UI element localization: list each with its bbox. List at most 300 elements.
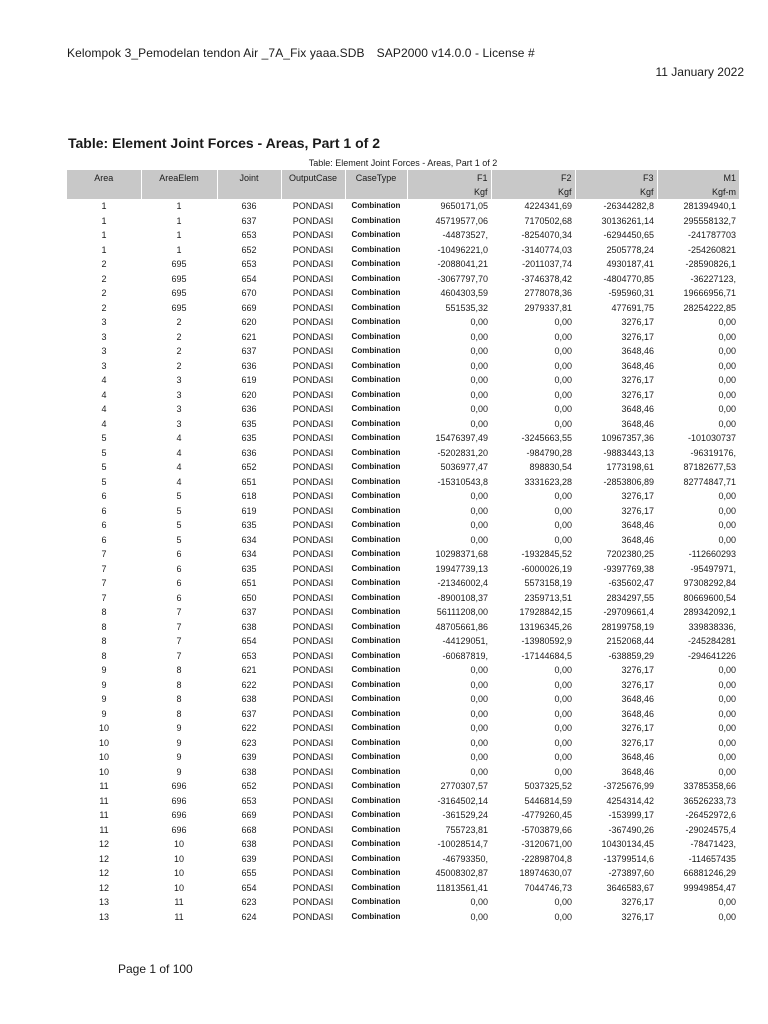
table-cell: 18974630,07 <box>519 868 572 878</box>
table-cell: 0,00 <box>554 418 572 429</box>
table-row <box>67 794 739 809</box>
table-row <box>67 243 739 258</box>
table-cell: 0,00 <box>470 665 488 675</box>
table-cell: -2011037,74 <box>522 259 572 269</box>
table-cell: -6000026,19 <box>521 563 572 574</box>
table-cell: -36227123, <box>690 273 736 284</box>
table-cell: PONDASI <box>292 636 334 646</box>
table-cell: 655 <box>241 868 257 878</box>
table-cell: 624 <box>241 911 257 922</box>
table-cell: 11813561,41 <box>436 882 488 893</box>
table-cell: 0,00 <box>718 723 736 733</box>
table-cell: 66881246,29 <box>683 868 736 878</box>
table-cell: 638 <box>241 766 257 777</box>
table-cell: 3276,17 <box>621 331 654 342</box>
table-cell: 3276,17 <box>621 911 654 922</box>
table-cell: 0,00 <box>554 723 572 733</box>
table-cell: 638 <box>241 621 257 632</box>
table-cell: 1 <box>101 201 107 211</box>
table-row <box>67 823 739 838</box>
table-cell: 9 <box>176 752 182 762</box>
table-cell: Combination <box>351 404 401 413</box>
table-cell: -15310543,8 <box>437 476 488 487</box>
table-cell: -13799514,6 <box>603 853 654 864</box>
table-row <box>67 489 739 504</box>
table-cell: 4 <box>101 375 107 385</box>
table-cell: 10 <box>98 723 109 733</box>
table-cell: 0,00 <box>470 520 488 530</box>
table-cell: 10 <box>173 882 184 893</box>
table-cell: 650 <box>241 592 257 603</box>
table-cell: 0,00 <box>718 911 736 922</box>
table-cell: Combination <box>351 201 401 210</box>
table-cell: PONDASI <box>292 244 334 255</box>
table-cell: 6 <box>176 563 182 574</box>
table-cell: 2 <box>176 346 182 356</box>
table-cell: 654 <box>241 636 257 646</box>
table-cell: 0,00 <box>470 491 488 501</box>
table-cell: 48705661,86 <box>435 621 488 632</box>
table-cell: 11 <box>99 824 109 835</box>
table-cell: PONDASI <box>292 201 334 211</box>
table-cell: 0,00 <box>554 404 572 414</box>
table-cell: 0,00 <box>554 389 572 400</box>
table-cell: 3648,46 <box>621 520 654 530</box>
table-cell: 2979337,81 <box>524 302 572 313</box>
table-cell: 6 <box>101 534 107 545</box>
table-row <box>67 199 739 214</box>
table-cell: 637 <box>241 708 257 719</box>
table-title: Table: Element Joint Forces - Areas, Part 1 of 2 <box>68 135 380 151</box>
table-cell: -3140774,03 <box>521 244 572 255</box>
table-cell: 3 <box>176 404 182 414</box>
table-cell: Combination <box>351 824 401 834</box>
table-cell: 3648,46 <box>621 766 654 777</box>
table-cell: 0,00 <box>718 694 736 704</box>
table-cell: Combination <box>351 491 401 500</box>
table-cell: 13196345,26 <box>519 621 572 632</box>
table-cell: -5703879,66 <box>521 824 572 835</box>
table-cell: -361529,24 <box>442 810 488 820</box>
table-cell: 3648,46 <box>621 418 654 429</box>
table-cell: PONDASI <box>292 418 334 429</box>
table-cell: Combination <box>351 563 401 573</box>
table-cell: 9650171,05 <box>440 201 488 211</box>
table-cell: 620 <box>241 389 257 400</box>
table-cell: Combination <box>351 462 401 471</box>
table-cell: 9 <box>101 708 107 719</box>
table-row <box>67 605 739 620</box>
table-cell: 696 <box>171 795 187 806</box>
table-cell: 0,00 <box>718 752 736 762</box>
table-cell: 621 <box>241 665 257 675</box>
table-cell: PONDASI <box>292 824 334 835</box>
table-cell: PONDASI <box>292 404 334 414</box>
table-cell: 5 <box>176 505 182 516</box>
table-cell: 2778078,36 <box>524 288 572 298</box>
unit-cell: Kgf <box>491 185 575 199</box>
table-cell: Combination <box>351 650 401 660</box>
table-cell: 0,00 <box>554 911 572 922</box>
table-cell: 3648,46 <box>621 752 654 762</box>
table-cell: PONDASI <box>292 462 334 472</box>
table-row <box>67 402 739 417</box>
table-cell: PONDASI <box>292 708 334 719</box>
table-cell: 3 <box>176 375 182 385</box>
table-row <box>67 388 739 403</box>
table-row <box>67 301 739 316</box>
table-cell: 5037325,52 <box>524 781 572 791</box>
table-cell: 0,00 <box>470 534 488 545</box>
table-cell: 3648,46 <box>621 694 654 704</box>
table-cell: PONDASI <box>292 346 334 356</box>
table-cell: 3276,17 <box>621 505 654 516</box>
table-cell: 5 <box>101 433 107 443</box>
table-cell: 654 <box>241 273 257 284</box>
table-cell: PONDASI <box>292 563 334 574</box>
table-cell: 0,00 <box>470 346 488 356</box>
table-cell: 8 <box>176 708 182 719</box>
table-cell: Combination <box>351 375 401 384</box>
table-row <box>67 431 739 446</box>
table-cell: -46793350, <box>442 853 488 864</box>
file-name: Kelompok 3_Pemodelan tendon Air _7A_Fix yaaa.SDB <box>67 46 365 60</box>
column-header: CaseType <box>345 170 407 185</box>
table-cell: 3 <box>101 331 107 342</box>
table-cell: -60687819, <box>442 650 488 661</box>
table-cell: Combination <box>351 259 401 268</box>
table-cell: -101030737 <box>687 433 736 443</box>
table-cell: Combination <box>351 882 401 892</box>
table-cell: -3725676,99 <box>603 781 654 791</box>
table-cell: 2 <box>101 288 107 298</box>
table-cell: -3120671,00 <box>521 839 572 849</box>
table-cell: Combination <box>351 389 401 399</box>
table-cell: 3276,17 <box>621 375 654 385</box>
table-row <box>67 736 739 751</box>
table-cell: -638859,29 <box>608 650 654 661</box>
table-cell: 7 <box>176 607 182 617</box>
table-cell: -114657435 <box>688 853 736 864</box>
table-cell: -28590826,1 <box>685 259 736 269</box>
table-cell: 80669600,54 <box>683 592 736 603</box>
table-cell: 619 <box>241 505 257 516</box>
column-header: F2 <box>491 170 575 185</box>
table-cell: 8 <box>101 621 107 632</box>
table-cell: 634 <box>241 549 257 559</box>
table-cell: 4254314,42 <box>606 795 654 806</box>
table-row <box>67 446 739 461</box>
table-row <box>67 562 739 577</box>
table-cell: 6 <box>176 578 182 588</box>
table-cell: -26344282,8 <box>603 201 654 211</box>
table-cell: Combination <box>351 897 401 906</box>
table-cell: 639 <box>241 752 257 762</box>
column-header: AreaElem <box>141 170 217 185</box>
table-row <box>67 373 739 388</box>
table-cell: 0,00 <box>718 404 736 414</box>
table-cell: 653 <box>241 230 257 240</box>
unit-cell <box>141 185 217 199</box>
table-cell: -3164502,14 <box>437 795 488 806</box>
table-cell: 637 <box>241 346 257 356</box>
table-cell: 0,00 <box>554 520 572 530</box>
table-cell: 8 <box>176 665 182 675</box>
table-cell: 1 <box>101 244 107 255</box>
table-cell: 635 <box>241 520 257 530</box>
table-cell: Combination <box>351 331 401 341</box>
table-cell: 695 <box>171 288 187 298</box>
table-cell: PONDASI <box>292 737 334 748</box>
table-cell: -241787703 <box>687 230 736 240</box>
table-cell: 7170502,68 <box>524 215 572 226</box>
table-cell: -595960,31 <box>608 288 654 298</box>
table-cell: 651 <box>241 578 257 588</box>
table-cell: 10 <box>98 752 109 762</box>
table-cell: 638 <box>241 694 257 704</box>
column-header: Area <box>67 170 141 185</box>
table-cell: PONDASI <box>292 853 334 864</box>
table-cell: Combination <box>351 273 401 283</box>
table-row <box>67 866 739 881</box>
table-cell: 0,00 <box>470 752 488 762</box>
table-cell: -10496221,0 <box>437 244 488 255</box>
table-cell: Combination <box>351 853 401 863</box>
table-cell: PONDASI <box>292 215 334 226</box>
unit-cell: Kgf <box>575 185 657 199</box>
table-cell: PONDASI <box>292 650 334 661</box>
table-cell: -96319176, <box>690 447 736 458</box>
table-cell: 0,00 <box>554 737 572 748</box>
table-cell: 10967357,36 <box>601 433 654 443</box>
table-cell: 0,00 <box>554 679 572 690</box>
table-cell: 0,00 <box>718 708 736 719</box>
table-cell: 28254222,85 <box>683 302 736 313</box>
table-cell: PONDASI <box>292 723 334 733</box>
table-cell: PONDASI <box>292 360 334 371</box>
table-cell: 9 <box>176 737 182 748</box>
table-cell: Combination <box>351 433 401 442</box>
table-cell: -44873527, <box>442 230 488 240</box>
table-cell: 0,00 <box>554 346 572 356</box>
table-cell: -2853806,89 <box>603 476 654 487</box>
table-cell: 4 <box>101 404 107 414</box>
table-cell: Combination <box>351 346 401 355</box>
table-cell: 637 <box>241 215 257 226</box>
table-row <box>67 678 739 693</box>
table-row <box>67 214 739 229</box>
table-row <box>67 460 739 475</box>
table-cell: 0,00 <box>470 418 488 429</box>
table-cell: 619 <box>241 375 257 385</box>
table-cell: 12 <box>98 868 109 878</box>
table-cell: -78471423, <box>690 839 736 849</box>
table-cell: 695 <box>171 259 187 269</box>
table-cell: 636 <box>241 404 257 414</box>
table-cell: PONDASI <box>292 592 334 603</box>
table-cell: 636 <box>241 360 257 371</box>
table-cell: Combination <box>351 520 401 529</box>
table-cell: 11 <box>99 781 109 791</box>
table-cell: 0,00 <box>470 911 488 922</box>
table-cell: 695 <box>171 302 187 313</box>
table-cell: PONDASI <box>292 389 334 400</box>
table-cell: 8 <box>176 694 182 704</box>
table-cell: 0,00 <box>718 317 736 327</box>
table-cell: 7202380,25 <box>606 549 654 559</box>
table-cell: 3276,17 <box>621 723 654 733</box>
table-cell: 6 <box>176 592 182 603</box>
table-cell: -153999,17 <box>608 810 654 820</box>
table-cell: 5446814,59 <box>524 795 572 806</box>
table-cell: 36526233,73 <box>683 795 736 806</box>
table-cell: Combination <box>351 810 401 819</box>
table-cell: 11 <box>99 795 109 806</box>
table-cell: -5202831,20 <box>437 447 488 458</box>
table-cell: 0,00 <box>718 360 736 371</box>
table-cell: 635 <box>241 563 257 574</box>
column-header-row <box>67 170 739 185</box>
table-cell: 0,00 <box>470 694 488 704</box>
table-cell: 2359713,51 <box>524 592 572 603</box>
table-cell: 654 <box>241 882 257 893</box>
table-cell: 2 <box>176 360 182 371</box>
table-cell: Combination <box>351 766 401 776</box>
table-cell: -245284281 <box>687 636 736 646</box>
table-cell: 636 <box>241 447 257 458</box>
table-cell: -635602,47 <box>608 578 654 588</box>
table-cell: 1 <box>176 215 182 226</box>
table-cell: 653 <box>241 650 257 661</box>
table-row <box>67 721 739 736</box>
table-cell: 6 <box>101 520 107 530</box>
table-row <box>67 272 739 287</box>
table-cell: PONDASI <box>292 795 334 806</box>
table-cell: 5 <box>101 476 107 487</box>
table-row <box>67 504 739 519</box>
program-license: SAP2000 v14.0.0 - License # <box>376 46 535 60</box>
table-cell: 33785358,66 <box>683 781 736 791</box>
table-cell: 339838336, <box>688 621 736 632</box>
table-cell: Combination <box>351 549 401 558</box>
table-cell: 19947739,13 <box>435 563 488 574</box>
table-cell: 696 <box>171 824 187 835</box>
table-row <box>67 910 739 925</box>
table-cell: -112660293 <box>688 549 736 559</box>
table-cell: 99949854,47 <box>683 882 736 893</box>
table-cell: 0,00 <box>470 708 488 719</box>
table-row <box>67 765 739 780</box>
table-cell: -44129051, <box>442 636 488 646</box>
table-body <box>67 199 739 924</box>
table-cell: Combination <box>351 230 401 239</box>
table-cell: 0,00 <box>470 404 488 414</box>
unit-cell: Kgf <box>407 185 491 199</box>
table-caption: Table: Element Joint Forces - Areas, Part 1 of 2 <box>308 158 498 168</box>
table-cell: 0,00 <box>554 505 572 516</box>
table-cell: 4224341,69 <box>524 201 572 211</box>
table-cell: Combination <box>351 737 401 747</box>
table-cell: -4804770,85 <box>603 273 654 284</box>
table-cell: 289342092,1 <box>683 607 736 617</box>
table-cell: 1 <box>176 230 182 240</box>
table-cell: 3276,17 <box>621 317 654 327</box>
table-cell: -95497971, <box>690 563 736 574</box>
table-cell: 7 <box>101 578 107 588</box>
table-cell: 0,00 <box>718 346 736 356</box>
table-cell: 3 <box>176 389 182 400</box>
table-cell: Combination <box>351 723 401 732</box>
table-cell: 755723,81 <box>445 824 488 835</box>
table-cell: 0,00 <box>554 375 572 385</box>
table-cell: -4779260,45 <box>521 810 572 820</box>
table-cell: -29709661,4 <box>603 607 654 617</box>
table-cell: 3648,46 <box>621 708 654 719</box>
table-cell: 7 <box>101 563 107 574</box>
table-cell: 4 <box>101 389 107 400</box>
table-cell: 0,00 <box>718 766 736 777</box>
table-cell: Combination <box>351 679 401 689</box>
table-cell: 2 <box>101 273 107 284</box>
table-cell: PONDASI <box>292 476 334 487</box>
table-cell: Combination <box>351 447 401 457</box>
table-cell: Combination <box>351 476 401 486</box>
table-cell: 0,00 <box>554 694 572 704</box>
table-cell: PONDASI <box>292 534 334 545</box>
table-cell: 638 <box>241 839 257 849</box>
table-cell: 0,00 <box>554 491 572 501</box>
table-cell: 652 <box>241 781 257 791</box>
table-cell: Combination <box>351 752 401 761</box>
table-cell: PONDASI <box>292 810 334 820</box>
table-cell: 3 <box>176 418 182 429</box>
table-row <box>67 808 739 823</box>
table-cell: Combination <box>351 534 401 544</box>
table-cell: 10 <box>98 737 109 748</box>
table-cell: 4 <box>176 433 182 443</box>
table-cell: 0,00 <box>554 360 572 371</box>
table-cell: Combination <box>351 636 401 645</box>
table-cell: 5 <box>176 491 182 501</box>
table-row <box>67 620 739 635</box>
table-cell: Combination <box>351 505 401 515</box>
table-row <box>67 475 739 490</box>
table-cell: 3646583,67 <box>606 882 654 893</box>
table-cell: -22898704,8 <box>521 853 572 864</box>
table-cell: 0,00 <box>554 708 572 719</box>
table-cell: PONDASI <box>292 375 334 385</box>
table-cell: 3276,17 <box>621 389 654 400</box>
table-cell: 3648,46 <box>621 404 654 414</box>
table-cell: -9397769,38 <box>603 563 654 574</box>
table-row <box>67 591 739 606</box>
table-cell: 696 <box>171 810 187 820</box>
table-cell: 669 <box>241 302 257 313</box>
table-cell: 623 <box>241 897 257 907</box>
table-cell: 6 <box>176 549 182 559</box>
table-row <box>67 837 739 852</box>
table-cell: 13 <box>98 897 109 907</box>
table-cell: 7 <box>176 621 182 632</box>
table-cell: 3276,17 <box>621 737 654 748</box>
table-cell: 0,00 <box>554 665 572 675</box>
table-cell: 5 <box>101 462 107 472</box>
table-cell: -273897,60 <box>608 868 654 878</box>
table-cell: -294641226 <box>687 650 736 661</box>
table-cell: PONDASI <box>292 839 334 849</box>
table-cell: 4930187,41 <box>606 259 654 269</box>
table-cell: 696 <box>171 781 187 791</box>
